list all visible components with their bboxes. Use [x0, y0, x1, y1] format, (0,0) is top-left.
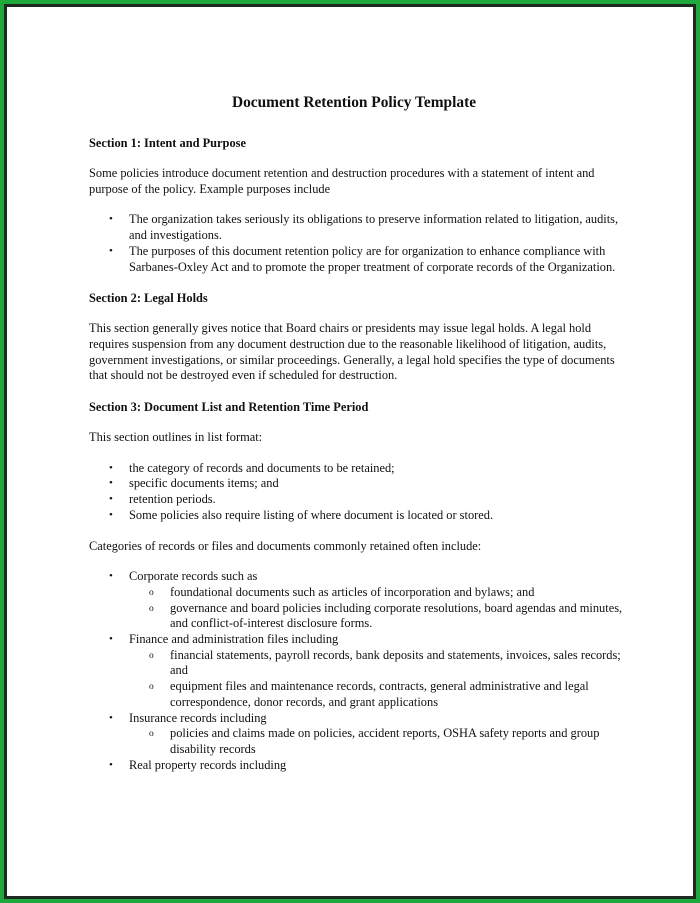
section-1-heading: Section 1: Intent and Purpose: [89, 136, 246, 150]
section-3-bullet-list: [89, 461, 623, 524]
category-sub-list: [129, 585, 623, 632]
section-3-heading: Section 3: Document List and Retention Time Period: [89, 400, 369, 415]
category-sub-list: [129, 726, 623, 757]
list-item: • specific documents items; and: [89, 476, 623, 492]
category-item: [89, 569, 623, 632]
sub-list-item: o foundational documents such as articles of incorporation and bylaws; and: [129, 585, 623, 601]
category-item: [89, 711, 623, 758]
sub-list-item: o policies and claims made on policies, accident reports, OSHA safety reports and group disability records: [129, 726, 623, 757]
section-1-bullet-list: [89, 212, 623, 275]
section-1-intro: Some policies introduce document retention and destruction procedures with a statement of intent and purpose of the policy. Example purposes include: [89, 166, 595, 196]
list-item: • The purposes of this document retention policy are for organization to enhance compliance with Sarbanes-Oxley Act and to promote the proper treatment of corporate records of the Organization.: [89, 244, 623, 275]
category-item: [89, 758, 623, 774]
category-label: Real property records including: [129, 757, 287, 772]
document-content: [89, 93, 623, 788]
sub-list-item: o equipment files and maintenance records, contracts, general administrative and legal correspondence, donor records, and grant applications: [129, 679, 623, 710]
document-page: [7, 7, 693, 896]
category-item: [89, 632, 623, 711]
categories-list: [89, 569, 623, 773]
section-2-body: This section generally gives notice that Board chairs or presidents may issue legal holds. A legal hold requires suspension from any document destruction due to the reasonable likelihood of litigation, audits, government investigations, or similar proceedings. Generally, a legal hold specifies the type of documents that should not be destroyed even if scheduled for destruction.: [89, 321, 615, 383]
list-item: • retention periods.: [89, 492, 623, 508]
list-item: • the category of records and documents to be retained;: [89, 461, 623, 477]
sub-list-item: o financial statements, payroll records, bank deposits and statements, invoices, sales records; and: [129, 648, 623, 679]
document-title: Document Retention Policy Template: [231, 94, 477, 111]
page-frame: [4, 4, 696, 899]
category-sub-list: [129, 648, 623, 711]
categories-intro: Categories of records or files and documents commonly retained often include:: [89, 538, 482, 553]
list-item: • Some policies also require listing of where document is located or stored.: [89, 508, 623, 524]
section-3-intro: This section outlines in list format:: [89, 430, 263, 445]
category-label: Corporate records such as: [129, 569, 258, 584]
section-2-heading: Section 2: Legal Holds: [89, 291, 208, 306]
category-label: Insurance records including: [129, 710, 267, 725]
category-label: Finance and administration files including: [129, 632, 339, 647]
sub-list-item: o governance and board policies including corporate resolutions, board agendas and minutes, and conflict-of-interest disclosure forms.: [129, 601, 623, 632]
list-item: • The organization takes seriously its obligations to preserve information related to litigation, audits, and investigations.: [89, 212, 623, 243]
